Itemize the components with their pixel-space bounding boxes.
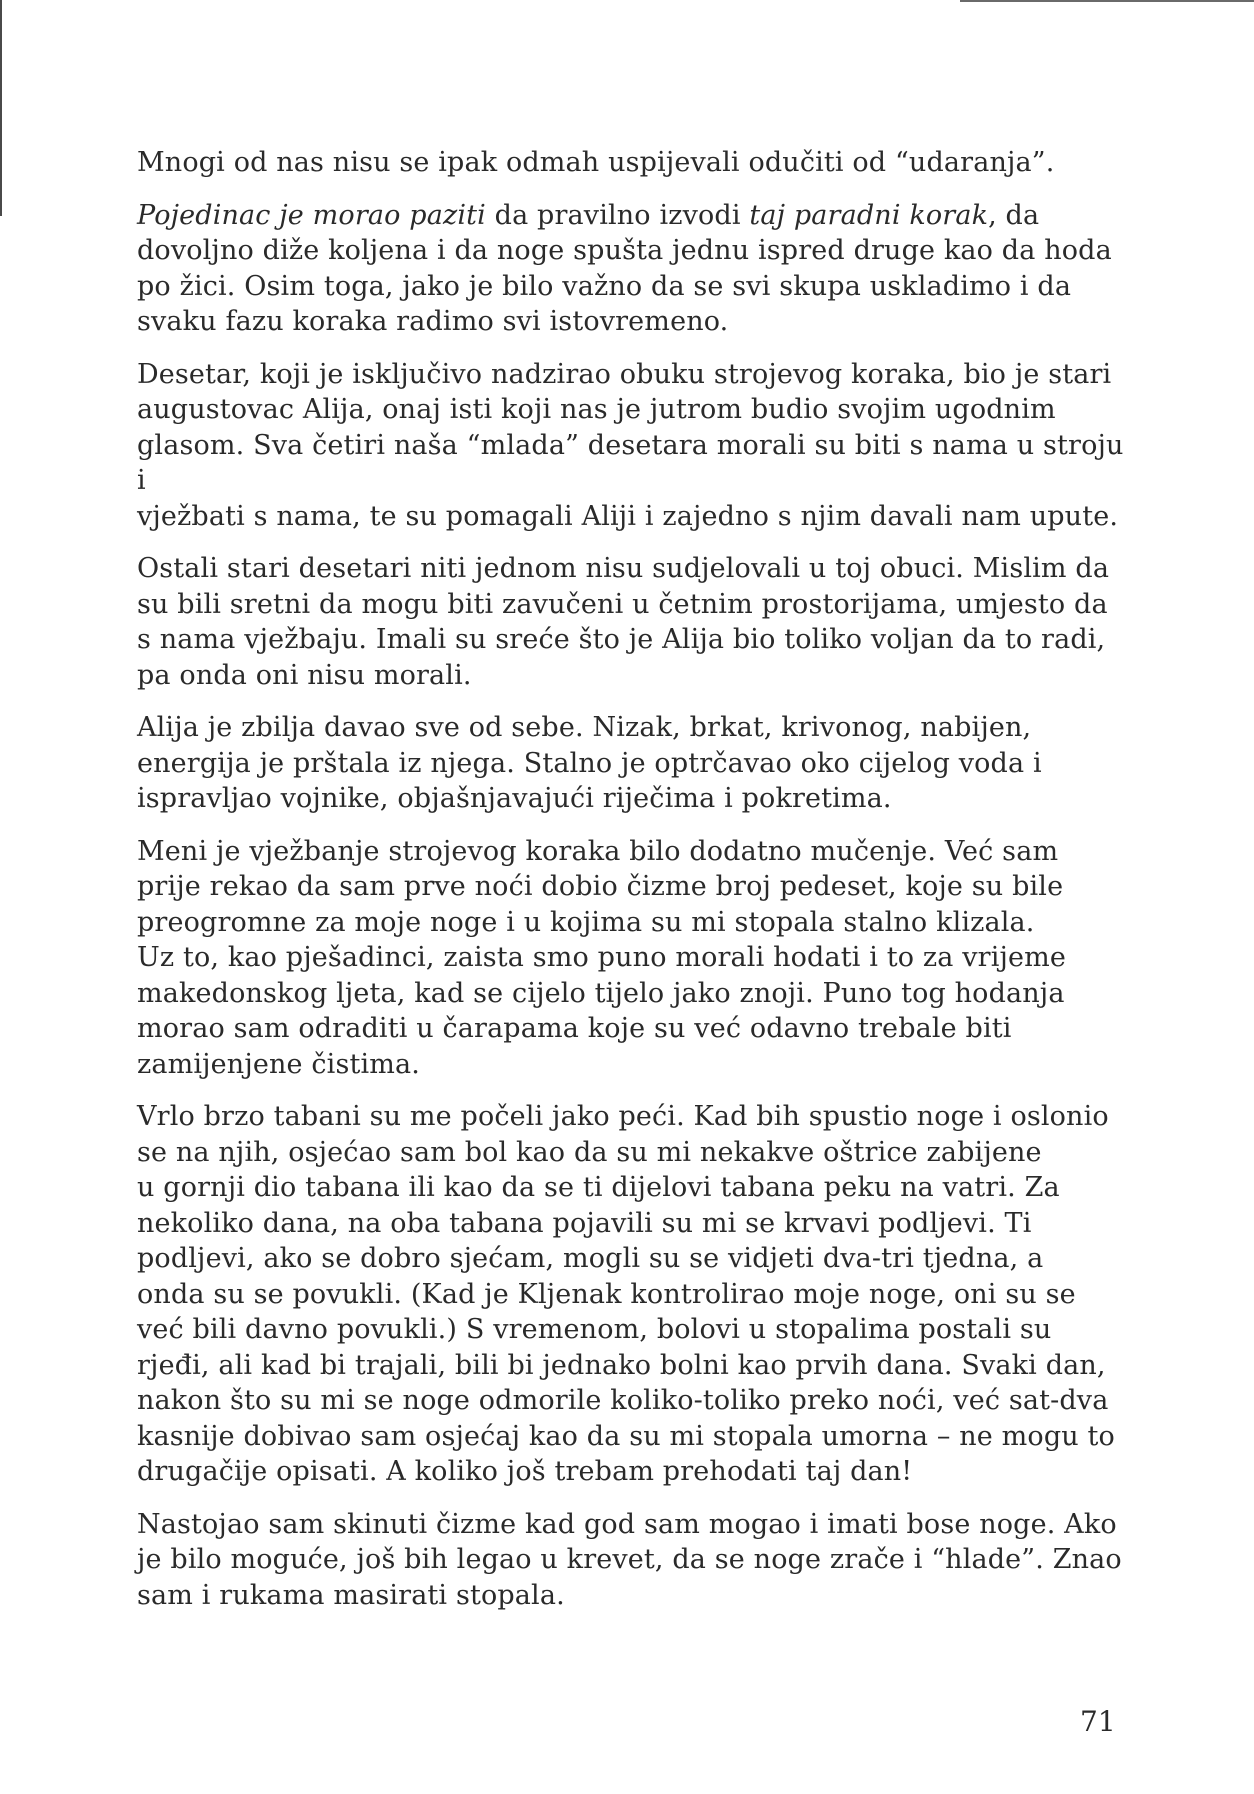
text-line: je bilo moguće, još bih legao u krevet, da se noge zrače i “hlade”. Znao — [137, 1544, 1122, 1575]
text-line: zamijenjene čistima. — [137, 1048, 420, 1080]
text-line: svaku fazu koraka radimo svi istovremeno. — [137, 306, 729, 337]
text-line: Alija je zbilja davao sve od sebe. Nizak, brkat, krivonog, nabijen, — [137, 712, 1032, 743]
text-line: nekoliko dana, na oba tabana pojavili su mi se krvavi podljevi. Ti — [137, 1207, 1032, 1239]
paragraph-1 — [137, 145, 1127, 181]
text-line: morao sam odraditi u čarapama koje su već odavno trebale biti — [137, 1013, 1012, 1044]
text-line: Vrlo brzo tabani su me počeli jako peći. Kad bih spustio noge i oslonio — [137, 1101, 1109, 1132]
italic-phrase: taj paradni korak — [749, 199, 989, 231]
text-line: makedonskog ljeta, kad se cijelo tijelo jako znoji. Puno tog hodanja — [137, 977, 1065, 1009]
paragraph-2 — [137, 198, 1127, 340]
paragraph-6 — [137, 834, 1127, 1083]
text-fragment: da pravilno izvodi — [485, 199, 750, 231]
text-line: Mnogi od nas nisu se ipak odmah uspijevali odučiti od “udaranja”. — [137, 147, 1055, 178]
text-line: Nastojao sam skinuti čizme kad god sam mogao i imati bose noge. Ako — [137, 1508, 1117, 1540]
page-number: 71 — [1080, 1705, 1116, 1738]
text-line: ispravljao vojnike, objašnjavajući riječima i pokretima. — [137, 783, 892, 814]
text-line: vježbati s nama, te su pomagali Aliji i zajedno s njim davali nam upute. — [137, 500, 1119, 532]
paragraph-7 — [137, 1099, 1127, 1490]
text-line: augustovac Alija, onaj isti koji nas je jutrom budio svojim ugodnim — [137, 394, 1056, 425]
text-line: Uz to, kao pješadinci, zaista smo puno morali hodati i to za vrijeme — [137, 942, 1067, 973]
text-line: nakon što su mi se noge odmorile koliko-toliko preko noći, već sat-dva — [137, 1385, 1109, 1416]
text-line: dovoljno diže koljena i da noge spušta jednu ispred druge kao da hoda — [137, 235, 1112, 266]
paragraph-5 — [137, 710, 1127, 817]
text-line: podljevi, ako se dobro sjećam, mogli su se vidjeti dva-tri tjedna, a — [137, 1243, 1044, 1274]
page-body — [137, 145, 1127, 1630]
paragraph-4 — [137, 551, 1127, 693]
text-line: energija je prštala iz njega. Stalno je optrčavao oko cijelog voda i — [137, 747, 1042, 779]
text-line: glasom. Sva četiri naša “mlada” desetara morali su biti s nama u stroju i — [137, 429, 1124, 496]
text-line: onda su se povukli. (Kad je Kljenak kontrolirao moje noge, oni su se — [137, 1278, 1076, 1310]
scan-edge-top — [960, 0, 1254, 2]
text-line: Ostali stari desetari niti jednom nisu sudjelovali u toj obuci. Mislim da — [137, 553, 1110, 584]
text-line: već bili davno povukli.) S vremenom, bolovi u stopalima postali su — [137, 1314, 1052, 1345]
text-line: u gornji dio tabana ili kao da se ti dijelovi tabana peku na vatri. Za — [137, 1172, 1060, 1203]
text-line: po žici. Osim toga, jako je bilo važno da se svi skupa uskladimo i da — [137, 270, 1072, 302]
text-line: pa onda oni nisu morali. — [137, 659, 472, 691]
text-line: Desetar, koji je isključivo nadzirao obuku strojevog koraka, bio je stari — [137, 358, 1112, 390]
text-line: se na njih, osjećao sam bol kao da su mi nekakve oštrice zabijene — [137, 1136, 1042, 1168]
text-line: s nama vježbaju. Imali su sreće što je Alija bio toliko voljan da to radi, — [137, 624, 1106, 655]
paragraph-8 — [137, 1507, 1127, 1614]
italic-phrase: Pojedinac je morao paziti — [137, 199, 486, 231]
scan-edge-left — [0, 0, 2, 216]
text-line: sam i rukama masirati stopala. — [137, 1579, 565, 1611]
text-line: preogromne za moje noge i u kojima su mi stopala stalno klizala. — [137, 906, 1035, 938]
text-line: rjeđi, ali kad bi trajali, bili bi jednako bolni kao prvih dana. Svaki dan, — [137, 1349, 1106, 1381]
paragraph-3 — [137, 357, 1127, 535]
text-line: su bili sretni da mogu biti zavučeni u četnim prostorijama, umjesto da — [137, 588, 1108, 620]
text-line: Meni je vježbanje strojevog koraka bilo dodatno mučenje. Već sam — [137, 835, 1059, 867]
text-line: kasnije dobivao sam osjećaj kao da su mi stopala umorna – ne mogu to — [137, 1420, 1115, 1452]
text-line: prije rekao da sam prve noći dobio čizme broj pedeset, koje su bile — [137, 871, 1064, 902]
text-line: drugačije opisati. A koliko još trebam prehodati taj dan! — [137, 1456, 913, 1487]
text-fragment: , da — [988, 199, 1040, 231]
